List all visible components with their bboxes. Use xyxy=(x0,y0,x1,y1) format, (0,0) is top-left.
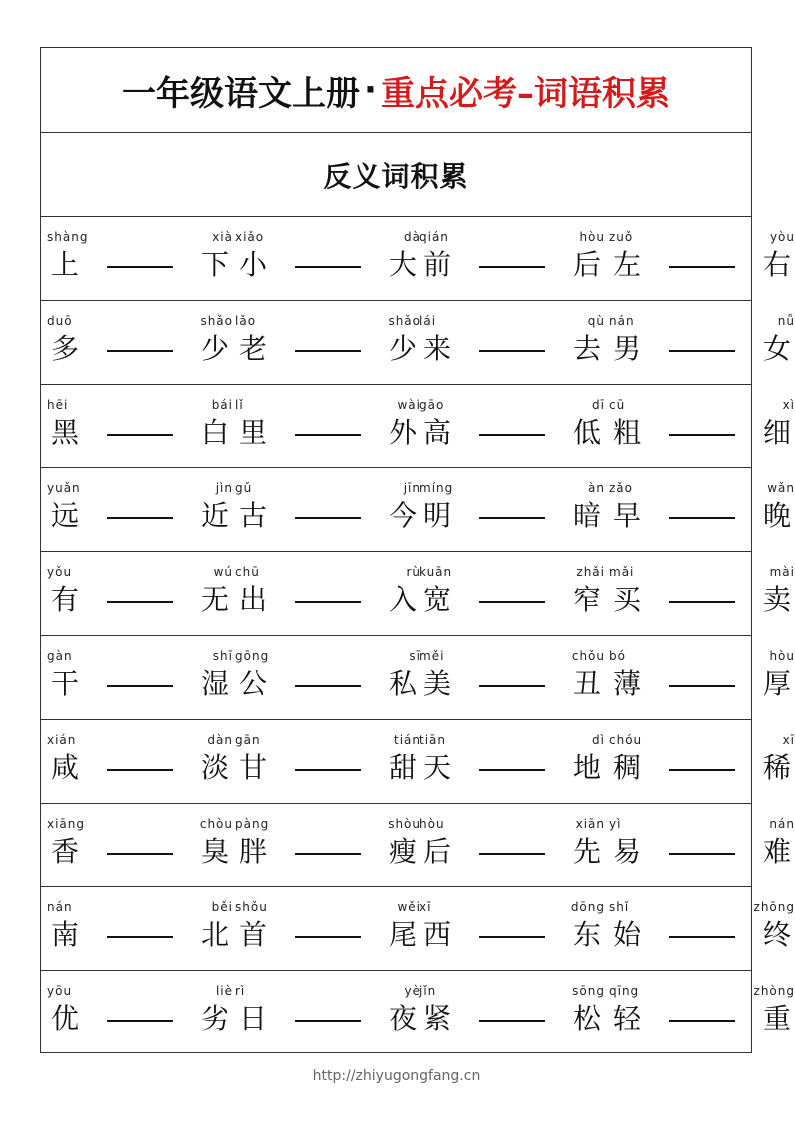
antonym-pair xyxy=(419,971,605,1055)
word-right: 劣 xyxy=(200,1002,229,1036)
dash-line xyxy=(669,769,735,771)
dash-line xyxy=(107,685,173,687)
dash-line xyxy=(479,266,545,268)
pinyin-left: shǐ xyxy=(609,900,630,915)
dash-line xyxy=(107,350,173,352)
table-row xyxy=(41,804,795,888)
word-left: 远 xyxy=(51,499,80,533)
antonym-pair xyxy=(419,217,605,300)
word-left: 左 xyxy=(613,248,642,281)
antonym-pair xyxy=(419,720,605,803)
pinyin-right: bái xyxy=(211,397,233,412)
pinyin-right: shǎo xyxy=(200,313,233,328)
word-left: 始 xyxy=(613,918,642,952)
antonym-pair xyxy=(609,385,795,468)
dash-line xyxy=(669,601,735,603)
word-left: 易 xyxy=(613,834,642,868)
dash-line xyxy=(669,853,735,855)
word-right: 尾 xyxy=(388,918,417,952)
word-right: 瘦 xyxy=(388,834,417,868)
pinyin-right: liè xyxy=(215,984,233,999)
word-left: 轻 xyxy=(613,1002,642,1036)
pinyin-right: wài xyxy=(397,397,421,412)
title-main: 一年级语文上册 xyxy=(122,73,361,114)
table-row xyxy=(41,385,795,469)
pinyin-right: dàn xyxy=(207,732,233,747)
word-right: 今 xyxy=(388,499,417,533)
dash-line xyxy=(669,1020,735,1022)
pinyin-right: tián xyxy=(394,732,421,747)
pinyin-left: yuǎn xyxy=(47,481,81,496)
word-left: 紧 xyxy=(423,1002,452,1036)
pinyin-left: gàn xyxy=(47,648,73,663)
antonym-pair xyxy=(47,636,233,719)
table-row xyxy=(41,971,795,1055)
dash-line xyxy=(295,1020,361,1022)
pinyin-right: qù xyxy=(587,313,605,328)
antonym-pair xyxy=(609,720,795,803)
table-row xyxy=(41,301,795,385)
table-row xyxy=(41,468,795,552)
dash-line xyxy=(107,936,173,938)
dash-line xyxy=(479,685,545,687)
word-right: 厚 xyxy=(762,666,791,700)
word-right: 丑 xyxy=(572,666,601,700)
pinyin-right: jīn xyxy=(403,481,421,496)
pinyin-left: xiāng xyxy=(47,816,86,831)
word-left: 胖 xyxy=(239,834,268,868)
dash-line xyxy=(479,517,545,519)
table-row xyxy=(41,720,795,804)
pinyin-right: sī xyxy=(409,648,421,663)
pinyin-left: nán xyxy=(609,313,635,328)
word-left: 香 xyxy=(51,834,80,868)
antonym-pair xyxy=(47,720,233,803)
word-left: 天 xyxy=(423,750,452,784)
word-left: 高 xyxy=(423,415,452,449)
word-right: 湿 xyxy=(200,666,229,700)
pinyin-left: jǐn xyxy=(419,984,437,999)
word-right: 甜 xyxy=(388,750,417,784)
dash-line xyxy=(107,517,173,519)
word-right: 右 xyxy=(762,248,791,281)
antonym-pair xyxy=(235,636,421,719)
dash-line xyxy=(295,517,361,519)
dash-line xyxy=(107,266,173,268)
dash-line xyxy=(669,266,735,268)
table-row xyxy=(41,636,795,720)
word-left: 前 xyxy=(423,248,452,281)
pinyin-left: měi xyxy=(419,648,445,663)
pinyin-left: yǒu xyxy=(47,565,73,580)
pinyin-right: sōng xyxy=(572,984,605,999)
pinyin-left: lái xyxy=(419,313,437,328)
word-left: 后 xyxy=(423,834,452,868)
word-left: 黑 xyxy=(51,415,80,449)
antonym-pair xyxy=(235,887,421,970)
pinyin-left: zǎo xyxy=(609,481,633,496)
pinyin-right: xiān xyxy=(575,816,605,831)
antonym-pair xyxy=(235,385,421,468)
word-left: 早 xyxy=(613,499,642,533)
word-left: 日 xyxy=(239,1002,268,1036)
word-right: 窄 xyxy=(572,583,601,617)
dash-line xyxy=(479,1020,545,1022)
antonym-pair xyxy=(609,552,795,635)
dash-line xyxy=(669,936,735,938)
word-right: 细 xyxy=(762,415,791,449)
pinyin-right: shī xyxy=(212,648,233,663)
dash-line xyxy=(669,434,735,436)
antonym-pair xyxy=(419,804,605,887)
word-right: 私 xyxy=(388,666,417,700)
antonym-pair xyxy=(419,301,605,384)
pinyin-right: zhòng xyxy=(753,984,795,999)
pinyin-right: shòu xyxy=(388,816,421,831)
word-left: 薄 xyxy=(613,666,642,700)
pinyin-right: zhǎi xyxy=(576,565,605,580)
antonym-pair xyxy=(419,636,605,719)
worksheet-title xyxy=(41,48,751,133)
word-left: 古 xyxy=(239,499,268,533)
pinyin-left: rì xyxy=(235,984,246,999)
antonym-pair xyxy=(47,217,233,300)
pinyin-right: xì xyxy=(782,397,795,412)
pinyin-right: hòu xyxy=(769,648,795,663)
dash-line xyxy=(107,1020,173,1022)
pinyin-left: duō xyxy=(47,313,73,328)
antonym-pair xyxy=(609,971,795,1055)
word-right: 去 xyxy=(572,331,601,365)
antonym-pair xyxy=(47,301,233,384)
pinyin-right: hòu xyxy=(579,230,605,244)
pinyin-left: gǔ xyxy=(235,481,253,496)
dash-line xyxy=(295,601,361,603)
footer-url: http://zhiyugongfang.cn xyxy=(312,1068,481,1084)
word-right: 无 xyxy=(200,583,229,617)
antonym-pair xyxy=(609,636,795,719)
pinyin-left: xiǎo xyxy=(235,230,265,244)
pinyin-right: jìn xyxy=(215,481,233,496)
table-row xyxy=(41,887,795,971)
word-right: 难 xyxy=(762,834,791,868)
word-left: 美 xyxy=(423,666,452,700)
antonym-pair xyxy=(235,971,421,1055)
pinyin-left: zuǒ xyxy=(609,230,634,244)
antonym-pair xyxy=(609,887,795,970)
pinyin-right: rù xyxy=(406,565,421,580)
antonym-pair xyxy=(47,887,233,970)
word-left: 优 xyxy=(51,1002,80,1036)
word-left: 首 xyxy=(239,918,268,952)
dash-line xyxy=(479,434,545,436)
antonym-pair xyxy=(235,217,421,300)
word-left: 上 xyxy=(51,248,80,281)
pinyin-left: hòu xyxy=(419,816,445,831)
pinyin-right: shǎo xyxy=(388,313,421,328)
word-right: 臭 xyxy=(200,834,229,868)
word-right: 淡 xyxy=(200,750,229,784)
dash-line xyxy=(107,601,173,603)
dash-line xyxy=(107,769,173,771)
word-right: 夜 xyxy=(388,1002,417,1036)
word-right: 松 xyxy=(572,1002,601,1036)
pinyin-left: nán xyxy=(47,900,73,915)
antonym-pair xyxy=(609,468,795,551)
dash-line xyxy=(295,769,361,771)
dash-line xyxy=(669,685,735,687)
word-left: 有 xyxy=(51,583,80,617)
dash-line xyxy=(479,601,545,603)
word-right: 稀 xyxy=(762,750,791,784)
word-left: 公 xyxy=(239,666,268,700)
pinyin-left: xián xyxy=(47,732,77,747)
dash-line xyxy=(479,350,545,352)
word-right: 少 xyxy=(200,331,229,365)
dash-line xyxy=(295,853,361,855)
pinyin-left: gāo xyxy=(419,397,445,412)
pinyin-left: mǎi xyxy=(609,565,635,580)
pinyin-left: tiān xyxy=(419,732,446,747)
pinyin-left: cū xyxy=(609,397,626,412)
pinyin-left: shàng xyxy=(47,230,89,244)
word-right: 卖 xyxy=(762,583,791,617)
table-row xyxy=(41,552,795,636)
antonym-pair xyxy=(419,552,605,635)
dash-line xyxy=(107,853,173,855)
worksheet xyxy=(40,47,795,1053)
pinyin-left: hēi xyxy=(47,397,69,412)
word-right: 女 xyxy=(762,331,791,365)
pinyin-right: chòu xyxy=(199,816,233,831)
pinyin-right: àn xyxy=(588,481,605,496)
word-right: 北 xyxy=(200,918,229,952)
dash-line xyxy=(295,434,361,436)
antonym-pair xyxy=(47,552,233,635)
pinyin-right: dī xyxy=(592,397,605,412)
antonym-pair xyxy=(609,217,795,300)
pinyin-left: míng xyxy=(419,481,454,496)
antonym-pair xyxy=(419,887,605,970)
pinyin-left: xī xyxy=(419,900,432,915)
dash-line xyxy=(479,853,545,855)
pinyin-right: wǎn xyxy=(767,481,795,496)
word-right: 重 xyxy=(762,1002,791,1036)
word-left: 西 xyxy=(423,918,452,952)
word-right: 入 xyxy=(388,583,417,617)
pinyin-right: wú xyxy=(213,565,233,580)
pinyin-right: dì xyxy=(592,732,605,747)
antonym-pair xyxy=(47,971,233,1055)
word-right: 外 xyxy=(388,415,417,449)
word-left: 多 xyxy=(51,331,80,365)
pinyin-right: dà xyxy=(404,230,421,244)
dash-line xyxy=(479,936,545,938)
pinyin-left: pàng xyxy=(235,816,270,831)
pinyin-left: kuān xyxy=(419,565,453,580)
word-left: 出 xyxy=(239,583,268,617)
antonym-table xyxy=(41,217,795,1055)
pinyin-right: dōng xyxy=(570,900,605,915)
pinyin-left: qián xyxy=(419,230,449,244)
word-left: 咸 xyxy=(51,750,80,784)
word-right: 白 xyxy=(200,415,229,449)
pinyin-left: qīng xyxy=(609,984,640,999)
pinyin-left: chóu xyxy=(609,732,643,747)
antonym-pair xyxy=(609,804,795,887)
dash-line xyxy=(479,769,545,771)
pinyin-left: lǎo xyxy=(235,313,257,328)
antonym-pair xyxy=(47,804,233,887)
dash-line xyxy=(295,685,361,687)
word-right: 东 xyxy=(572,918,601,952)
word-left: 稠 xyxy=(613,750,642,784)
pinyin-right: yòu xyxy=(769,230,795,244)
word-left: 小 xyxy=(239,248,268,281)
antonym-pair xyxy=(235,552,421,635)
pinyin-right: nán xyxy=(769,816,795,831)
word-right: 地 xyxy=(572,750,601,784)
dash-line xyxy=(669,517,735,519)
dash-line xyxy=(295,936,361,938)
word-right: 近 xyxy=(200,499,229,533)
word-right: 后 xyxy=(572,248,601,281)
word-left: 男 xyxy=(613,331,642,365)
antonym-pair xyxy=(419,385,605,468)
title-accent: 重点必考–词语积累 xyxy=(380,73,670,114)
dash-line xyxy=(295,266,361,268)
dash-line xyxy=(295,350,361,352)
pinyin-left: gōng xyxy=(235,648,270,663)
word-left: 明 xyxy=(423,499,452,533)
word-right: 暗 xyxy=(572,499,601,533)
word-left: 南 xyxy=(51,918,80,952)
word-left: 甘 xyxy=(239,750,268,784)
antonym-pair xyxy=(235,468,421,551)
pinyin-left: bó xyxy=(609,648,626,663)
pinyin-right: nǚ xyxy=(777,313,795,328)
word-right: 大 xyxy=(388,248,417,281)
word-right: 下 xyxy=(200,248,229,281)
title-separator: · xyxy=(364,70,377,110)
pinyin-right: xī xyxy=(782,732,795,747)
pinyin-left: shǒu xyxy=(235,900,268,915)
pinyin-right: wěi xyxy=(397,900,421,915)
antonym-pair xyxy=(235,301,421,384)
word-right: 终 xyxy=(762,918,791,952)
word-left: 买 xyxy=(613,583,642,617)
pinyin-right: mài xyxy=(769,565,795,580)
pinyin-left: yōu xyxy=(47,984,73,999)
pinyin-left: chū xyxy=(235,565,260,580)
word-left: 来 xyxy=(423,331,452,365)
antonym-pair xyxy=(235,804,421,887)
pinyin-left: yì xyxy=(609,816,622,831)
pinyin-right: yè xyxy=(404,984,421,999)
dash-line xyxy=(107,434,173,436)
pinyin-right: chǒu xyxy=(571,648,605,663)
word-right: 晚 xyxy=(762,499,791,533)
word-left: 粗 xyxy=(613,415,642,449)
word-right: 低 xyxy=(572,415,601,449)
dash-line xyxy=(669,350,735,352)
antonym-pair xyxy=(47,468,233,551)
word-left: 老 xyxy=(239,331,268,365)
table-row xyxy=(41,217,795,301)
pinyin-right: xià xyxy=(212,230,233,244)
pinyin-left: gān xyxy=(235,732,261,747)
pinyin-right: zhōng xyxy=(753,900,795,915)
word-left: 宽 xyxy=(423,583,452,617)
antonym-pair xyxy=(609,301,795,384)
antonym-pair xyxy=(47,385,233,468)
section-title: 反义词积累 xyxy=(41,133,751,217)
antonym-pair xyxy=(235,720,421,803)
pinyin-right: běi xyxy=(211,900,233,915)
word-right: 先 xyxy=(572,834,601,868)
word-left: 里 xyxy=(239,415,268,449)
antonym-pair xyxy=(419,468,605,551)
word-left: 干 xyxy=(51,666,80,700)
pinyin-left: lǐ xyxy=(235,397,244,412)
word-right: 少 xyxy=(388,331,417,365)
